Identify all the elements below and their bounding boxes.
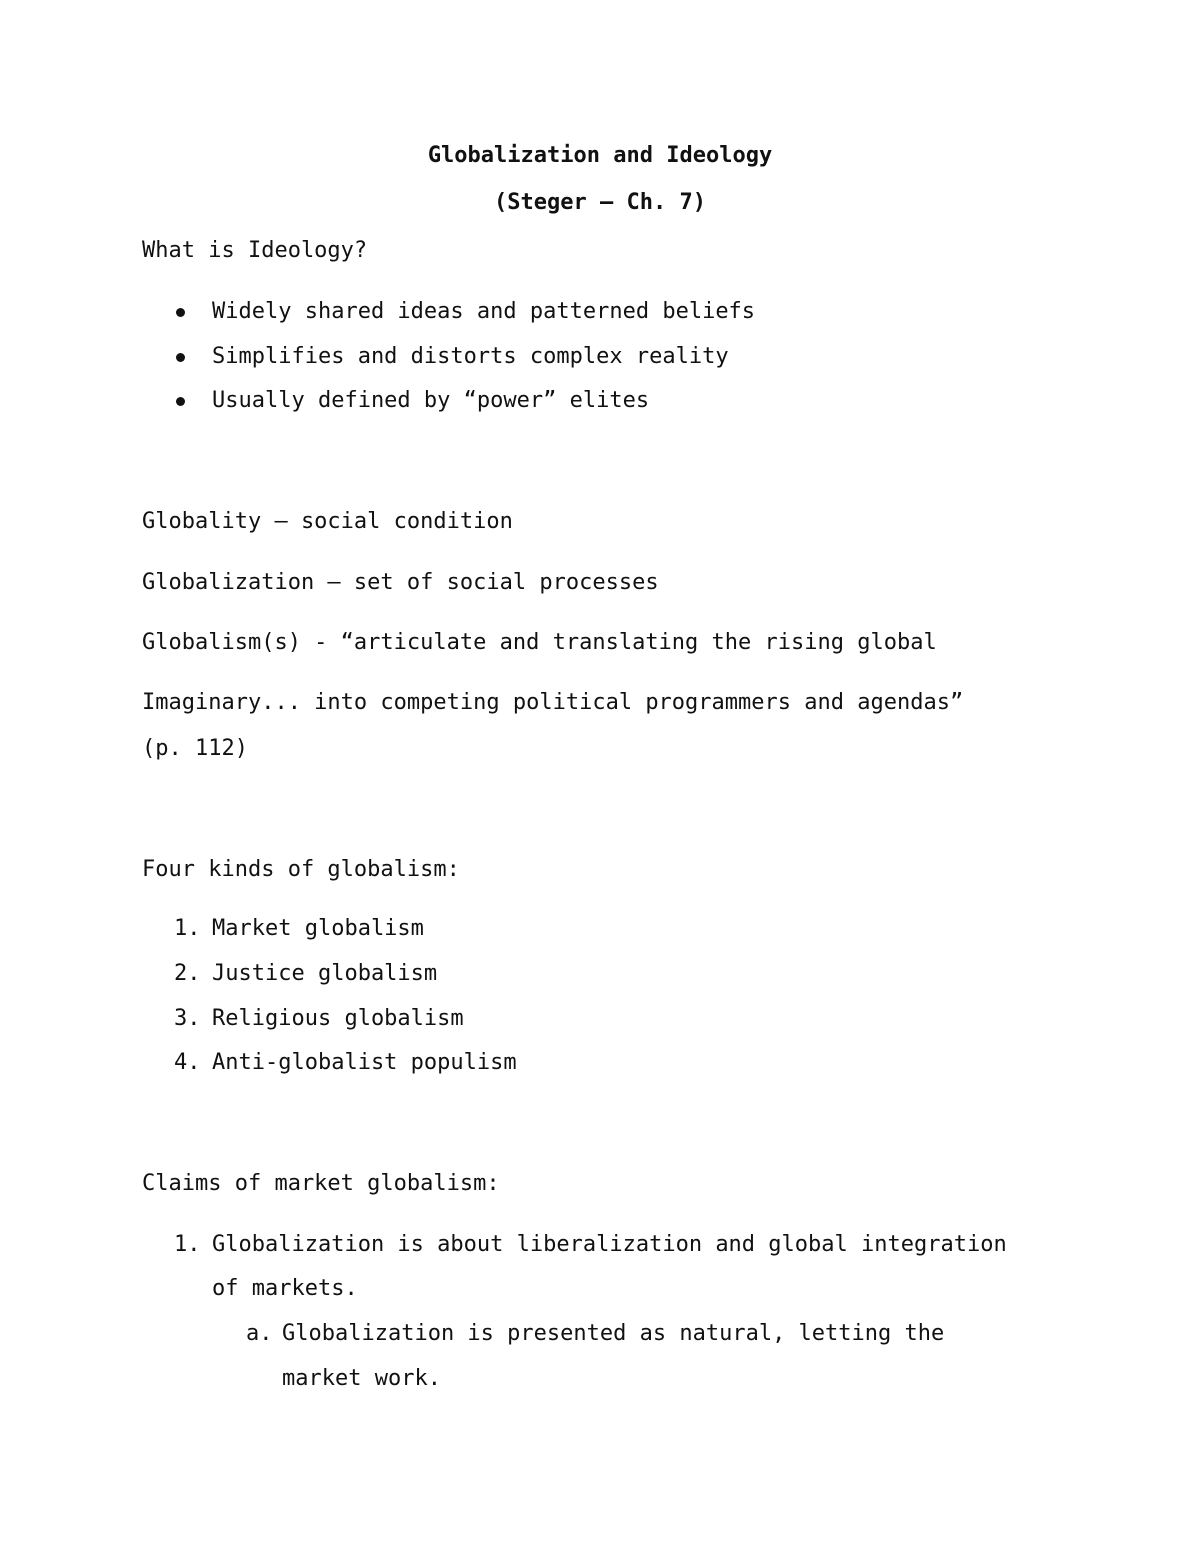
list-item: Simplifies and distorts complex reality	[212, 344, 729, 369]
list-item: Justice globalism	[212, 961, 438, 986]
globalism-definition-line2: Imaginary... into competing political programmers and agendas”	[142, 690, 964, 715]
ideology-heading: What is Ideology?	[142, 238, 368, 263]
sub-item-line1: Globalization is presented as natural, letting the	[282, 1321, 945, 1346]
sub-item-line2: market work.	[282, 1366, 441, 1391]
kinds-heading: Four kinds of globalism:	[142, 857, 460, 882]
list-item: Anti-globalist populism	[212, 1050, 517, 1075]
list-number: 1.	[174, 1232, 201, 1257]
bullet-dot	[176, 353, 185, 362]
list-item: Usually defined by “power” elites	[212, 388, 650, 413]
list-number: 2.	[174, 961, 201, 986]
claims-heading: Claims of market globalism:	[142, 1171, 500, 1196]
document-subtitle: (Steger – Ch. 7)	[494, 190, 706, 215]
list-number: 3.	[174, 1006, 201, 1031]
list-number: 4.	[174, 1050, 201, 1075]
globalism-definition-line1: Globalism(s) - “articulate and translating the rising global	[142, 630, 937, 655]
bullet-dot	[176, 308, 185, 317]
list-item: Market globalism	[212, 916, 424, 941]
list-number: 1.	[174, 916, 201, 941]
claim-item-line2: of markets.	[212, 1276, 358, 1301]
page-citation: (p. 112)	[142, 736, 248, 761]
globality-definition: Globality – social condition	[142, 509, 513, 534]
list-letter: a.	[246, 1321, 273, 1346]
bullet-dot	[176, 397, 185, 406]
list-item: Religious globalism	[212, 1006, 464, 1031]
globalization-definition: Globalization – set of social processes	[142, 570, 659, 595]
claim-item-line1: Globalization is about liberalization and global integration	[212, 1232, 1007, 1257]
list-item: Widely shared ideas and patterned beliefs	[212, 299, 756, 324]
document-title: Globalization and Ideology	[427, 143, 773, 168]
